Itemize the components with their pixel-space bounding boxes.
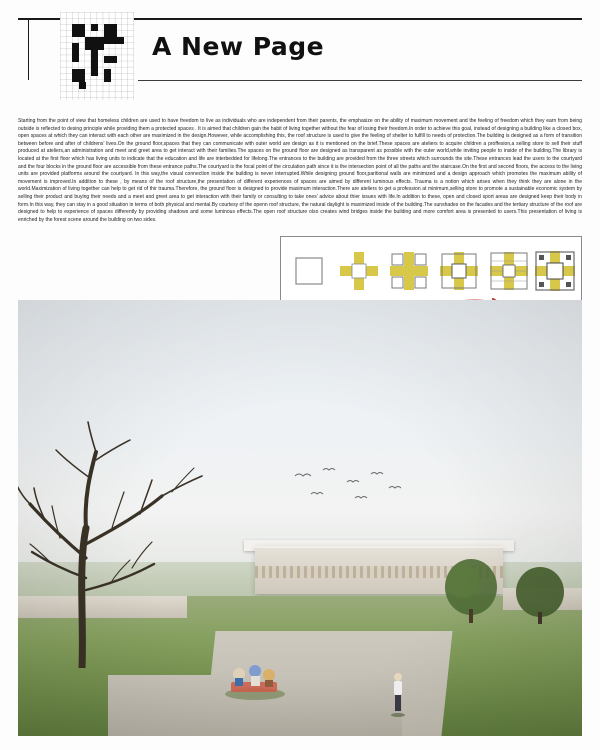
- square-void-diagram: [287, 249, 331, 293]
- roof-layer-diagram: [487, 249, 531, 293]
- tree-icon-right-1: [441, 553, 501, 623]
- board-header: [18, 0, 582, 112]
- diagram-step-row: [281, 243, 583, 299]
- bird-icon: [289, 466, 409, 506]
- page-title: A New Page: [152, 32, 325, 61]
- pixel-block-logo-icon: [60, 12, 134, 100]
- person-icon: [390, 671, 406, 717]
- tree-icon: [18, 418, 242, 668]
- header-divider-bottom: [138, 80, 582, 81]
- cross-extrusion-diagram: [337, 249, 381, 293]
- final-massing-diagram: [533, 249, 577, 293]
- architectural-exterior-render: [18, 300, 582, 736]
- tree-icon-right-2: [514, 562, 566, 624]
- four-block-diagram: [387, 249, 431, 293]
- project-description-text: Starting from the point of view that homeless children are used to have freedom to live as individuals who are independent from their parents, the emphasize on the ability of maximum movement and the feeling of freedom which they earn from being outside is reflected to desing principle while providing them a protected spaces . It is aimed that children gain the habit of living together without the fear of losing their freedom.In order to achieve this goal, instead of designing a building like a closed box, open spaces at which they can interact with each other are maximized in the design.However, while accomplishing this, the roof structure is used to give the feeling of shelter to fulfill to needs of protection.The building is designed as a form of transition between before and after of childrens' lives.On the ground floor,spaces that they can communicate with outer world are design as it is mentioned on the brief.These spaces are ateliers to acquire children a proffesion,a selling store to sell their stuff produced at ateliers,an administration and meet and greet area to get interact with their families.The spaces on the ground floor are designed as transparent as possible with the outer world,while inviting people to inside of the building.The library is located at the first floor which has living units to indicate that the education and life are interbedded for lifelong.The entrances to the building are provided from the three streets which surrounds the site.These entrances lead the users to the courtyard and the four blocks in the ground floor are accessible from these entrance paths.The courtyard is the focal point of the circulation path since it is the intersection point of all the paths and the staircase.On the first and second floors, the access to the living units are provided platforms around the courtyard. In this way,the visual connection inside the building is never interrupted.While designing ground floor,paritional walls are minimized and a design approach which promotes the maximum ability of movement is improved.In addition to these , by means of the roof structure,the presentation of different experiences of spaces are aimed by different luminous effects. Trauma is a notion which arises when they think they are alone in the world.Maximization of living together can help to get rid of thir trauma.Therefore, the ground floor is designed to provide maximum interaction.There are ateliers to get a profession at minimum,selling store to promote a sustainable economic system by selling their product and buying their needs and a meet and greet area to get interaction with their family or consulting to take ones' advice about thier issues with life.In addition to these, open and closed sport areas are designed keep their body in form.In this way, they can stay in a good situation in terms of both physical and mental.By courtesy of the openn roof structure, the natural daylight is maximized inside of the building.The sunshades on the facades and the tertiary structure of the roof are designed to help to experience of spaces differently by providing shadows and some luminous effects.The open roof structure olso creates wind bridges inside the building and more comfort area is presented to users.This presentation of living is enriched by the forest scene around the building on two sides.: [18, 118, 582, 223]
- people-icon: [221, 658, 291, 700]
- header-divider-vertical: [28, 18, 29, 80]
- courtyard-diagram: [437, 249, 481, 293]
